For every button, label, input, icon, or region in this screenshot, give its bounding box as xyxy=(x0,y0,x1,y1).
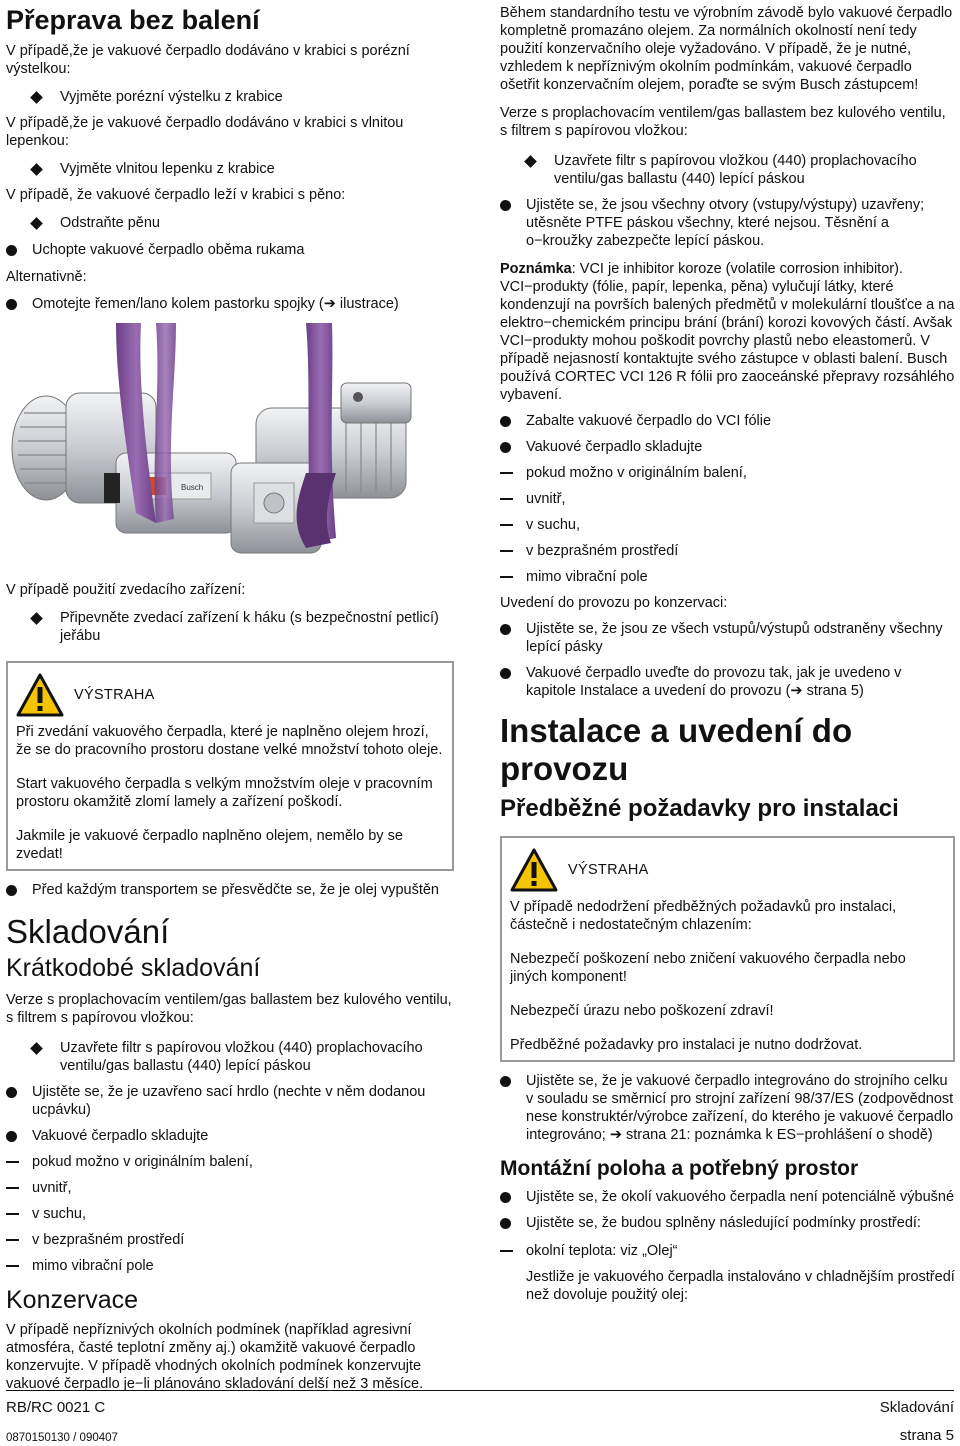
list-item: Ujistěte se, že jsou všechny otvory (vstupy/výstupy) uzavřeny; utěsněte PTFE páskou všechny, které nejsou. Těsnění a o−kroužky zabezpečte lepící páskou. xyxy=(500,196,955,250)
para-foam: V případě, že vakuové čerpadlo leží v krabici s pěno: xyxy=(6,187,346,203)
dash-item: uvnitř, xyxy=(6,1179,454,1197)
list-item: Uzavřete filtr s papírovou vložkou (440) proplachovacího ventilu/gas ballastu (440) lepící páskou xyxy=(500,152,955,188)
bullet-icon xyxy=(500,1218,511,1229)
bullet-icon xyxy=(500,1192,511,1203)
heading-conservation: Konzervace xyxy=(6,1286,139,1314)
list-item: Ujistěte se, že okolí vakuového čerpadla není potenciálně výbušné xyxy=(500,1188,955,1206)
para-oil-test: Během standardního testu ve výrobním závodě bylo vakuové čerpadlo kompletně promazáno olejem. Za normálních okolností není tedy použití konzervačního oleje vyžadováno. V případě, že je nutné, vzhledem k nepříznivým okolním podmínkám, vakuové čerpadlo ošetřit konzervačním olejem, poraďte se svým Busch zástupcem! xyxy=(500,5,953,93)
para-note xyxy=(500,260,955,404)
warning-text: V případě nedodržení předběžných požadavků pro instalaci, částečně i nedostatečným chlazením: xyxy=(510,899,897,933)
heading-installation: Instalace a uvedení do provozu xyxy=(500,712,853,787)
para-lifting: V případě použití zvedacího zařízení: xyxy=(6,582,246,598)
diamond-bullet-icon xyxy=(30,612,43,625)
page-footer xyxy=(6,1390,954,1444)
dash-icon xyxy=(6,1213,19,1215)
note-label: Poznámka xyxy=(500,261,572,277)
dash-item: pokud možno v originálním balení, xyxy=(6,1153,454,1171)
dash-item: uvnitř, xyxy=(500,490,955,508)
dash-item: v suchu, xyxy=(6,1205,454,1223)
dash-icon xyxy=(6,1161,19,1163)
para-temperature: Jestliže je vakuového čerpadla instalováno v chladnějším prostředí než dovoluje použitý olej: xyxy=(526,1269,955,1303)
dash-item: v suchu, xyxy=(500,516,955,534)
bullet-icon xyxy=(500,624,511,635)
label-alternative: Alternativně: xyxy=(6,269,87,285)
list-item: Ujistěte se, že je uzavřeno sací hrdlo (nechte v něm dodanou ucpávku) xyxy=(6,1083,454,1119)
list-item: Před každým transportem se přesvědčte se, že je olej vypuštěn xyxy=(6,881,454,899)
dash-icon xyxy=(500,524,513,526)
dash-item: v bezprašném prostředí xyxy=(500,542,955,560)
warning-text: Start vakuového čerpadla s velkým množstvím oleje v pracovním prostoru okamžitě zlomí lamely a zařízení poškodí. xyxy=(16,776,433,810)
bullet-icon xyxy=(6,245,17,256)
bullet-icon xyxy=(6,1131,17,1142)
heading-storage: Skladování xyxy=(6,913,170,950)
diamond-bullet-icon xyxy=(30,1042,43,1055)
warning-box xyxy=(500,836,955,1062)
warning-title: VÝSTRAHA xyxy=(568,862,649,878)
dash-item: v bezprašném prostředí xyxy=(6,1231,454,1249)
warning-text: Nebezpečí poškození nebo zničení vakuového čerpadla nebo jiných komponent! xyxy=(510,951,906,985)
list-item: Ujistěte se, že budou splněny následující podmínky prostředí: xyxy=(500,1214,955,1232)
list-item: Vyjměte porézní výstelku z krabice xyxy=(6,88,454,106)
para-recommission: Uvedení do provozu po konzervaci: xyxy=(500,595,728,611)
warning-text: Při zvedání vakuového čerpadla, které je naplněno olejem hrozí, že se do pracovního prostoru dostane velké množství tohoto oleje. xyxy=(16,724,443,758)
left-column xyxy=(6,0,454,1393)
heading-short-storage: Krátkodobé skladování xyxy=(6,954,261,982)
footer-model: RB/RC 0021 C xyxy=(6,1399,106,1416)
heading-mounting: Montážní poloha a potřebný prostor xyxy=(500,1157,859,1180)
list-item: Připevněte zvedací zařízení k háku (s bezpečnostní petlicí) jeřábu xyxy=(6,609,454,645)
bullet-icon xyxy=(6,299,17,310)
brand-label: Busch xyxy=(181,483,204,492)
bullet-icon xyxy=(6,885,17,896)
bullet-icon xyxy=(500,1076,511,1087)
dash-icon xyxy=(500,498,513,500)
dash-icon xyxy=(500,1250,513,1252)
list-item: Vakuové čerpadlo skladujte xyxy=(500,438,955,456)
dash-item: okolní teplota: viz „Olej“ xyxy=(500,1242,955,1260)
dash-item: mimo vibrační pole xyxy=(6,1257,454,1275)
dash-icon xyxy=(6,1187,19,1189)
dash-icon xyxy=(6,1265,19,1267)
diamond-bullet-icon xyxy=(30,91,43,104)
warning-text: Jakmile je vakuové čerpadlo naplněno olejem, nemělo by se zvedat! xyxy=(16,828,403,862)
diamond-bullet-icon xyxy=(30,217,43,230)
para-conservation: V případě nepříznivých okolních podmínek (například agresivní atmosféra, časté teplotní změny aj.) okamžitě vakuové čerpadlo konzervujte. V případě vhodných okolních podmínek konzervujte vakuové čerpadlo je−li plánováno skladování delší než 3 měsíce. xyxy=(6,1322,424,1392)
bullet-icon xyxy=(500,416,511,427)
list-item: Vyjměte vlnitou lepenku z krabice xyxy=(6,160,454,178)
list-item: Uchopte vakuové čerpadlo oběma rukama xyxy=(6,241,454,259)
para-version: Verze s proplachovacím ventilem/gas ballastem bez kulového ventilu, s filtrem s papírovou vložkou: xyxy=(6,992,452,1026)
footer-page: strana 5 xyxy=(899,1427,954,1444)
footer-docno: 0870150130 / 090407 xyxy=(6,1432,118,1444)
dash-icon xyxy=(500,576,513,578)
bullet-icon xyxy=(500,442,511,453)
warning-triangle-icon xyxy=(16,673,64,717)
note-text: : VCI je inhibitor koroze (volatile corrosion inhibitor). VCI−produkty (fólie, papír, lepenka, pěna) vylučují látky, které kondenzují na površích balených předmětů v molekulární tloušťce a na elektro−chemickém principu brání (brání) korozi kovových částí. Avšak VCI−produkty mohou poškodit povrchy plastů nebo eleastomerů. V případě nejasností kontaktujte svého zástupce v oblasti balení. Busch používá CORTEC VCI 126 R fólii pro zaoceánské přepravy rozsáhlého vybavení. xyxy=(500,261,955,403)
warning-triangle-icon xyxy=(510,848,558,892)
right-column xyxy=(500,0,955,1304)
dash-icon xyxy=(500,472,513,474)
dash-icon xyxy=(6,1239,19,1241)
heading-transport: Přeprava bez balení xyxy=(6,5,260,35)
bullet-icon xyxy=(500,200,511,211)
list-item: Omotejte řemen/lano kolem pastorku spojky (➔ ilustrace) xyxy=(6,295,454,313)
footer-section: Skladování xyxy=(879,1399,954,1416)
dash-icon xyxy=(500,550,513,552)
para-version: Verze s proplachovacím ventilem/gas ballastem bez kulového ventilu, s filtrem s papírovou vložkou: xyxy=(500,105,946,139)
list-item: Vakuové čerpadlo skladujte xyxy=(6,1127,454,1145)
pump-lifting-photo xyxy=(6,323,454,573)
warning-text: Nebezpečí úrazu nebo poškození zdraví! xyxy=(510,1003,774,1019)
diamond-bullet-icon xyxy=(524,155,537,168)
dash-item: mimo vibrační pole xyxy=(500,568,955,586)
dash-item: pokud možno v originálním balení, xyxy=(500,464,955,482)
para-corrugated: V případě,že je vakuové čerpadlo dodáváno v krabici s vlnitou lepenkou: xyxy=(6,115,404,149)
para-porous: V případě,že je vakuové čerpadlo dodáváno v krabici s porézní výstelkou: xyxy=(6,43,410,77)
list-item: Zabalte vakuové čerpadlo do VCI fólie xyxy=(500,412,955,430)
list-item: Uzavřete filtr s papírovou vložkou (440) proplachovacího ventilu/gas ballastu (440) lepící páskou xyxy=(6,1039,454,1075)
vacuum-pump-illustration xyxy=(6,323,454,575)
list-item: Odstraňte pěnu xyxy=(6,214,454,232)
list-item: Ujistěte se, že je vakuové čerpadlo integrováno do strojního celku v souladu se směrnicí pro strojní zařízení 98/37/ES (zodpovědnost nese konstruktér/výrobce zařízení, do kterého je vakuové čerpadlo integrováno; ➔ strana 21: poznámka k ES−prohlášení o shodě) xyxy=(500,1072,955,1144)
bullet-icon xyxy=(500,668,511,679)
diamond-bullet-icon xyxy=(30,163,43,176)
list-item: Ujistěte se, že jsou ze všech vstupů/výstupů odstraněny všechny lepící pásky xyxy=(500,620,955,656)
warning-box xyxy=(6,661,454,871)
heading-prerequisites: Předběžné požadavky pro instalaci xyxy=(500,795,899,822)
list-item: Vakuové čerpadlo uveďte do provozu tak, jak je uvedeno v kapitole Instalace a uvedení do provozu (➔ strana 5) xyxy=(500,664,955,700)
warning-text: Předběžné požadavky pro instalaci je nutno dodržovat. xyxy=(510,1037,863,1053)
bullet-icon xyxy=(6,1087,17,1098)
warning-title: VÝSTRAHA xyxy=(74,687,155,703)
